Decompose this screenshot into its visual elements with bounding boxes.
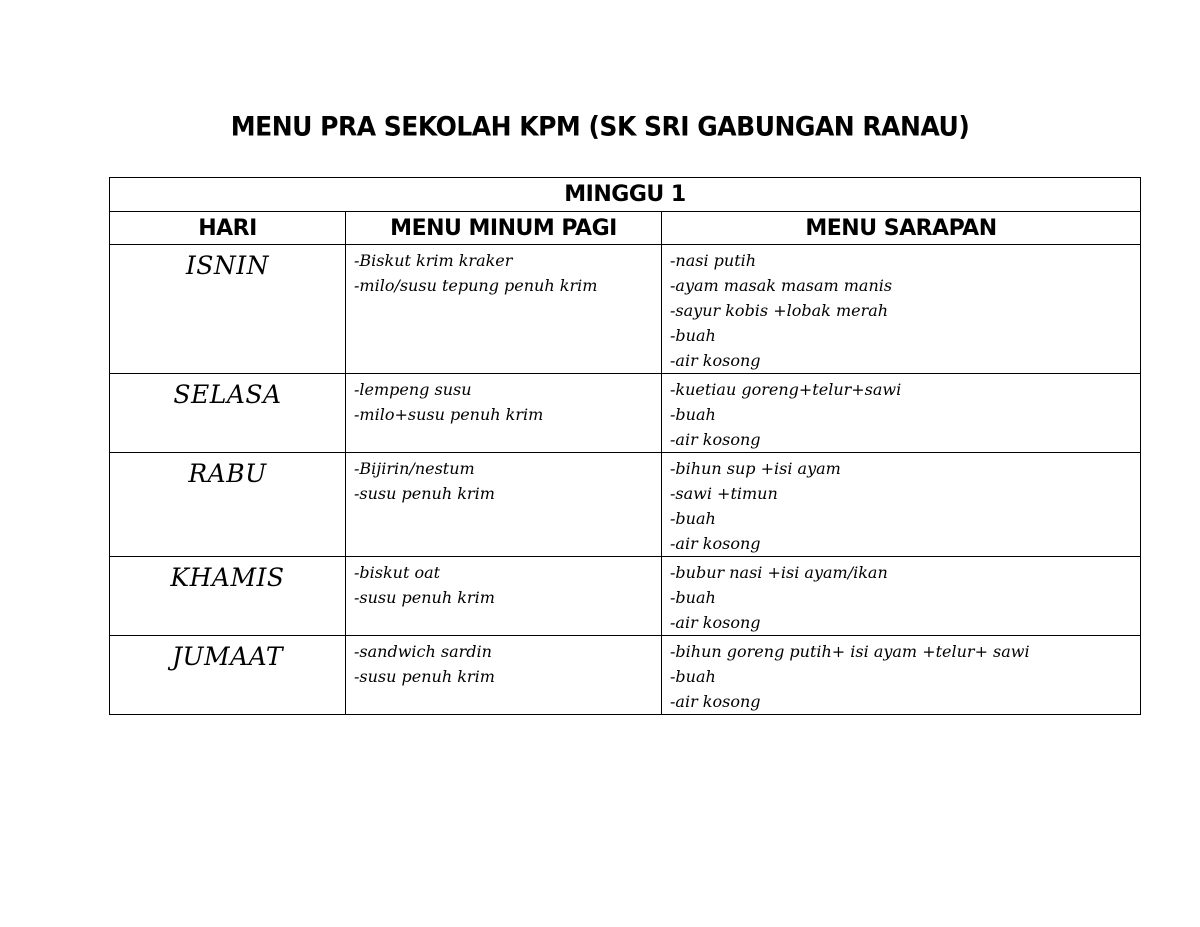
breakfast-cell: [662, 245, 1141, 374]
day-cell: SELASA: [110, 374, 346, 453]
table-row: [110, 636, 1141, 715]
menu-item: -milo+susu penuh krim: [354, 405, 544, 424]
menu-item: -Bijirin/nestum: [354, 459, 475, 478]
drink-cell: [346, 453, 662, 557]
table-row: [110, 453, 1141, 557]
menu-item: -biskut oat: [354, 563, 441, 582]
table-row: [110, 557, 1141, 636]
drink-cell: [346, 245, 662, 374]
week-row: [110, 178, 1141, 212]
menu-item: -bihun goreng putih+ isi ayam +telur+ sawi: [670, 642, 1030, 661]
menu-item: -sayur kobis +lobak merah: [670, 301, 889, 320]
breakfast-cell: [662, 636, 1141, 715]
day-cell: JUMAAT: [110, 636, 346, 715]
menu-item: -air kosong: [670, 430, 761, 449]
drink-cell: [346, 636, 662, 715]
day-cell: ISNIN: [110, 245, 346, 374]
menu-item: -susu penuh krim: [354, 484, 495, 503]
table-row: [110, 374, 1141, 453]
day-cell: KHAMIS: [110, 557, 346, 636]
menu-item: -Biskut krim kraker: [354, 251, 513, 270]
menu-item: -ayam masak masam manis: [670, 276, 893, 295]
menu-item: -buah: [670, 326, 716, 345]
week-label: MINGGU 1: [110, 178, 1141, 212]
menu-item: -bihun sup +isi ayam: [670, 459, 841, 478]
menu-item: -bubur nasi +isi ayam/ikan: [670, 563, 888, 582]
page-title: MENU PRA SEKOLAH KPM (SK SRI GABUNGAN RANAU): [230, 110, 970, 143]
column-header-morning-drink: MENU MINUM PAGI: [346, 212, 662, 245]
menu-item: -sawi +timun: [670, 484, 778, 503]
day-cell: RABU: [110, 453, 346, 557]
drink-cell: [346, 374, 662, 453]
menu-item: -buah: [670, 588, 716, 607]
breakfast-cell: [662, 374, 1141, 453]
header-row: [110, 212, 1141, 245]
menu-item: -kuetiau goreng+telur+sawi: [670, 380, 902, 399]
menu-item: -air kosong: [670, 692, 761, 711]
menu-item: -air kosong: [670, 351, 761, 370]
menu-item: -milo/susu tepung penuh krim: [354, 276, 598, 295]
menu-item: -buah: [670, 667, 716, 686]
table-row: [110, 245, 1141, 374]
breakfast-cell: [662, 557, 1141, 636]
menu-item: -buah: [670, 405, 716, 424]
menu-item: -nasi putih: [670, 251, 757, 270]
menu-item: -susu penuh krim: [354, 588, 495, 607]
menu-item: -sandwich sardin: [354, 642, 492, 661]
menu-item: -buah: [670, 509, 716, 528]
column-header-breakfast: MENU SARAPAN: [662, 212, 1141, 245]
column-header-day: HARI: [110, 212, 346, 245]
menu-item: -air kosong: [670, 613, 761, 632]
drink-cell: [346, 557, 662, 636]
menu-item: -lempeng susu: [354, 380, 472, 399]
menu-item: -air kosong: [670, 534, 761, 553]
breakfast-cell: [662, 453, 1141, 557]
menu-item: -susu penuh krim: [354, 667, 495, 686]
menu-table: [109, 177, 1141, 715]
